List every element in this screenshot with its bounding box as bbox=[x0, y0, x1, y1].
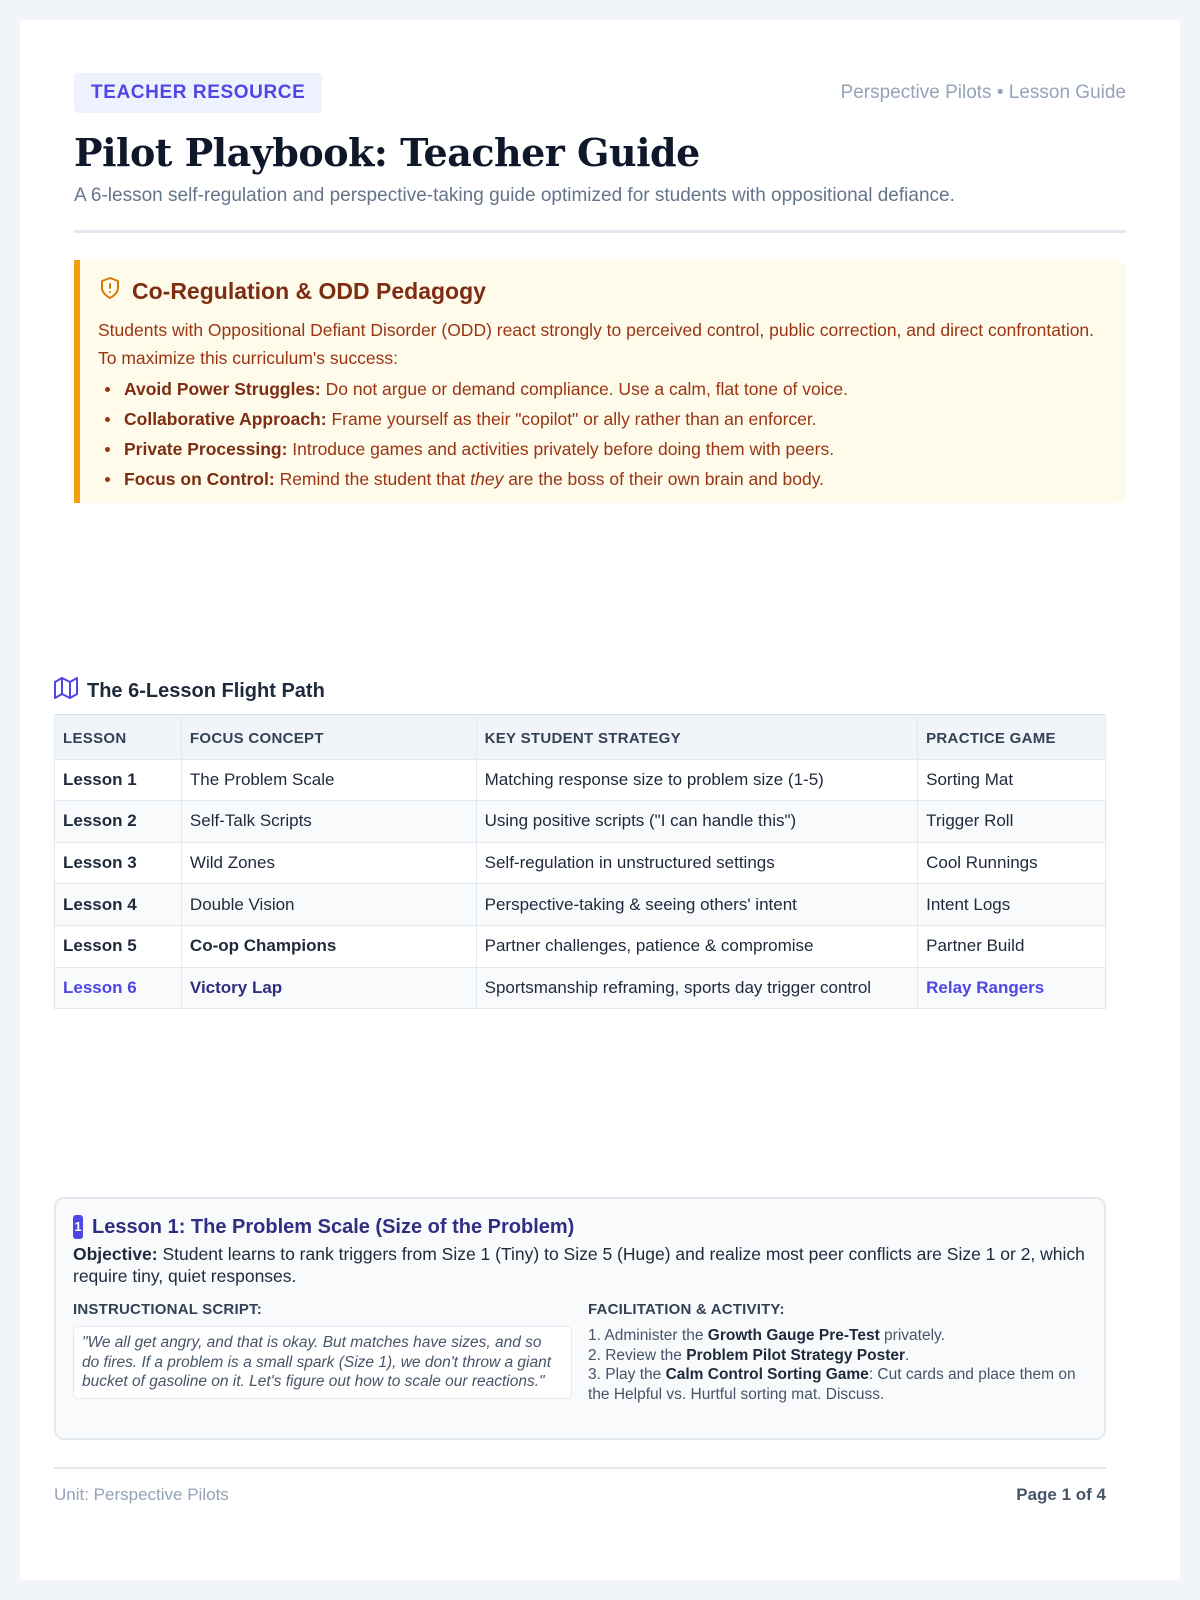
lesson-number-chip: 1 bbox=[73, 1215, 83, 1239]
game-cell: Trigger Roll bbox=[918, 801, 1106, 843]
game-cell: Cool Runnings bbox=[918, 842, 1106, 884]
map-icon bbox=[54, 676, 78, 706]
table-row bbox=[55, 759, 1106, 801]
column-header: KEY STUDENT STRATEGY bbox=[476, 718, 918, 760]
focus-cell: Victory Lap bbox=[181, 967, 476, 1009]
table-row bbox=[55, 967, 1106, 1009]
game-cell: Relay Rangers bbox=[918, 967, 1106, 1009]
lessons-table bbox=[54, 717, 1106, 1009]
script-column bbox=[73, 1301, 572, 1404]
header-meta: Perspective Pilots • Lesson Guide bbox=[840, 81, 1126, 103]
strategy-cell: Partner challenges, patience & compromise bbox=[476, 925, 918, 967]
focus-cell: Double Vision bbox=[181, 884, 476, 926]
table-row bbox=[55, 884, 1106, 926]
lesson-columns bbox=[73, 1301, 1087, 1404]
lesson-cell: Lesson 3 bbox=[55, 842, 182, 884]
callout-list bbox=[98, 374, 1102, 494]
activity-step: 3. Play the Calm Control Sorting Game: Cut cards and place them on the Helpful vs. Hurtful sorting mat. Discuss. bbox=[588, 1366, 1076, 1403]
activity-steps bbox=[588, 1326, 1087, 1404]
footer-unit: Unit: Perspective Pilots bbox=[54, 1485, 229, 1504]
column-header: PRACTICE GAME bbox=[918, 718, 1106, 760]
table-row bbox=[55, 925, 1106, 967]
callout-item: Private Processing: Introduce games and activities privately before doing them with peers. bbox=[98, 434, 1102, 464]
table-row bbox=[55, 842, 1106, 884]
table-header-row bbox=[55, 718, 1106, 760]
activity-label: FACILITATION & ACTIVITY: bbox=[588, 1301, 785, 1318]
page-footer bbox=[54, 1467, 1106, 1505]
activity-column bbox=[588, 1301, 1087, 1404]
focus-cell: Self-Talk Scripts bbox=[181, 801, 476, 843]
resource-badge: TEACHER RESOURCE bbox=[74, 73, 322, 113]
page-title: Pilot Playbook: Teacher Guide bbox=[74, 130, 700, 175]
strategy-cell: Using positive scripts ("I can handle this") bbox=[476, 801, 918, 843]
strategy-cell: Matching response size to problem size (1-5) bbox=[476, 759, 918, 801]
shield-alert-icon bbox=[98, 276, 122, 306]
strategy-cell: Self-regulation in unstructured settings bbox=[476, 842, 918, 884]
callout-title-text: Co-Regulation & ODD Pedagogy bbox=[132, 278, 486, 304]
lesson-cell: Lesson 5 bbox=[55, 925, 182, 967]
activity-step: 1. Administer the Growth Gauge Pre-Test privately. bbox=[588, 1327, 945, 1344]
header-divider bbox=[74, 230, 1126, 233]
focus-cell: Co-op Champions bbox=[181, 925, 476, 967]
lesson-objective: Objective: Student learns to rank triggers from Size 1 (Tiny) to Size 5 (Huge) and realize most peer conflicts are Size 1 or 2, which require tiny, quiet responses. bbox=[73, 1244, 1085, 1286]
page-number: Page 1 of 4 bbox=[1016, 1485, 1106, 1504]
lesson-1-card bbox=[54, 1197, 1106, 1440]
activity-step: 2. Review the Problem Pilot Strategy Poster. bbox=[588, 1346, 910, 1364]
game-cell: Partner Build bbox=[918, 925, 1106, 967]
game-cell: Intent Logs bbox=[918, 884, 1106, 926]
lesson-1-title-text: Lesson 1: The Problem Scale (Size of the Problem) bbox=[92, 1216, 575, 1238]
page-header bbox=[74, 73, 1126, 112]
focus-cell: The Problem Scale bbox=[181, 759, 476, 801]
flight-path-heading bbox=[54, 676, 1106, 716]
callout-title bbox=[98, 276, 1102, 306]
strategy-cell: Sportsmanship reframing, sports day trigger control bbox=[476, 967, 918, 1009]
flight-path-heading-text: The 6-Lesson Flight Path bbox=[87, 679, 325, 702]
lesson-cell: Lesson 6 bbox=[55, 967, 182, 1009]
lesson-cell: Lesson 4 bbox=[55, 884, 182, 926]
callout-item: Avoid Power Struggles: Do not argue or demand compliance. Use a calm, flat tone of voice. bbox=[98, 374, 1102, 404]
page-subtitle: A 6-lesson self-regulation and perspective-taking guide optimized for students with oppositional defiance. bbox=[74, 185, 955, 206]
column-header: LESSON bbox=[55, 718, 182, 760]
table-row bbox=[55, 801, 1106, 843]
callout-item: Collaborative Approach: Frame yourself as their "copilot" or ally rather than an enforcer. bbox=[98, 404, 1102, 434]
pedagogy-callout bbox=[74, 260, 1126, 503]
column-header: FOCUS CONCEPT bbox=[181, 718, 476, 760]
lesson-1-title bbox=[73, 1215, 1087, 1239]
lesson-cell: Lesson 2 bbox=[55, 801, 182, 843]
instructional-script: "We all get angry, and that is okay. But matches have sizes, and so do fires. If a problem is a small spark (Size 1), we don't throw a giant bucket of gasoline on it. Let's figure out how to scale our reactions." bbox=[73, 1326, 572, 1399]
callout-item: Focus on Control: Remind the student that they are the boss of their own brain and body. bbox=[98, 464, 1102, 494]
focus-cell: Wild Zones bbox=[181, 842, 476, 884]
strategy-cell: Perspective-taking & seeing others' intent bbox=[476, 884, 918, 926]
script-label: INSTRUCTIONAL SCRIPT: bbox=[73, 1301, 262, 1318]
lesson-cell: Lesson 1 bbox=[55, 759, 182, 801]
callout-intro: Students with Oppositional Defiant Disorder (ODD) react strongly to perceived control, public correction, and direct confrontation. To maximize this curriculum's success: bbox=[98, 320, 1095, 368]
game-cell: Sorting Mat bbox=[918, 759, 1106, 801]
